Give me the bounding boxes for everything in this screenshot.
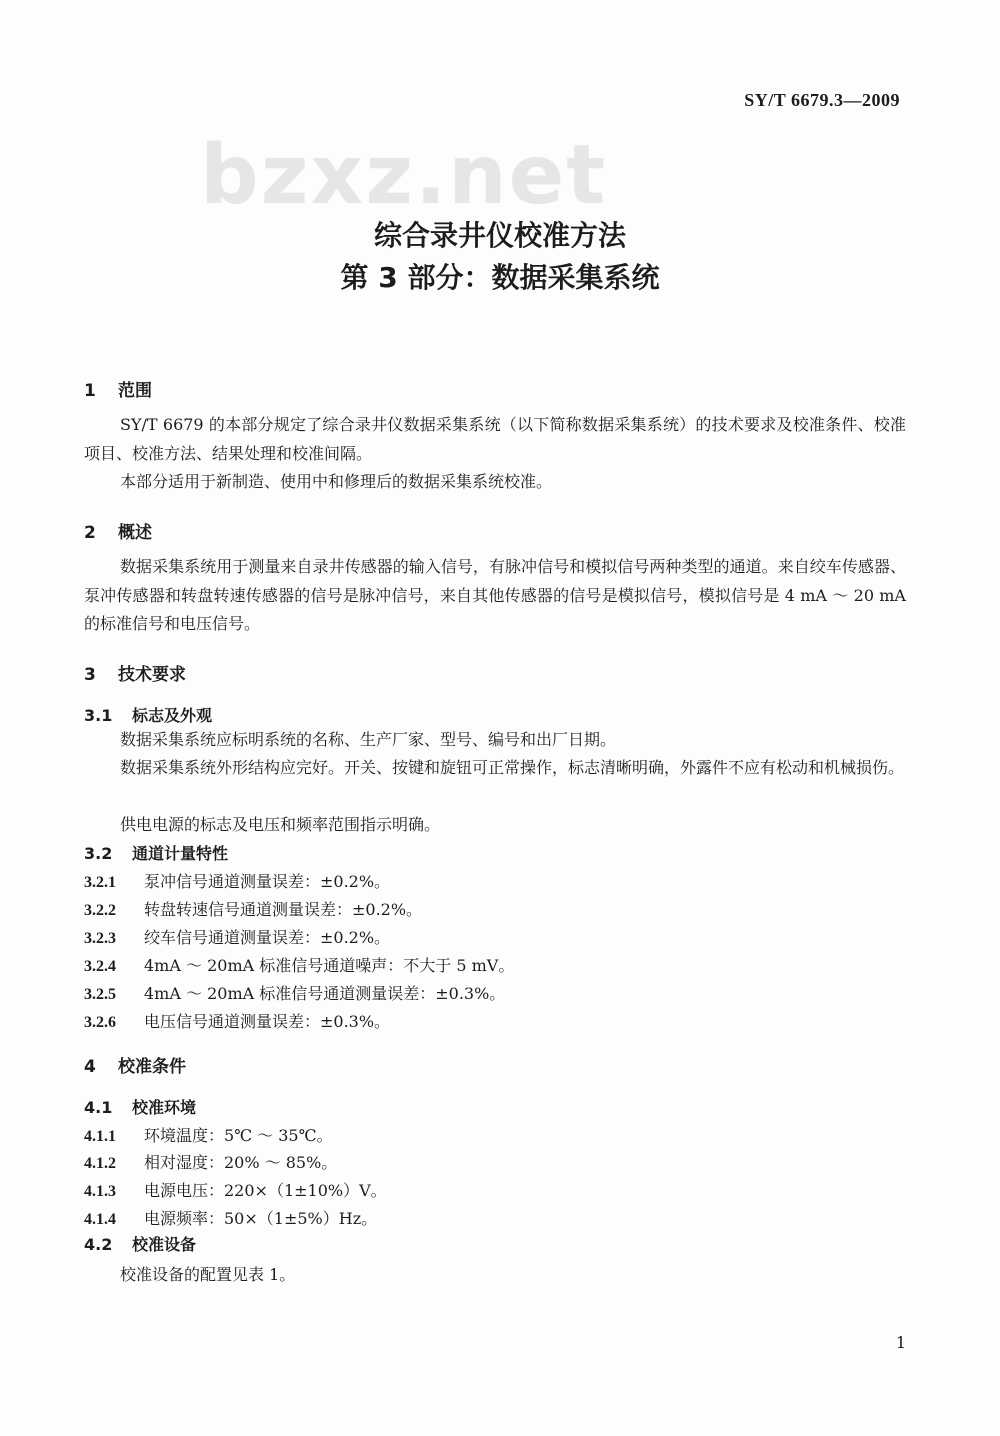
clause-item bbox=[84, 897, 422, 920]
clause-text: 绞车信号通道测量误差：±0.2%。 bbox=[144, 928, 391, 947]
section-number: 4 bbox=[84, 1057, 96, 1077]
subsection-heading-4-1 bbox=[84, 1095, 196, 1118]
section-heading-2 bbox=[84, 518, 152, 543]
clause-number: 3.2.5 bbox=[84, 986, 116, 1003]
clause-number: 3.2.3 bbox=[84, 930, 116, 947]
clause-number: 4.1.2 bbox=[84, 1155, 116, 1172]
subsection-number: 3.1 bbox=[84, 706, 113, 725]
clause-text: 电压信号通道测量误差：±0.3%。 bbox=[144, 1012, 391, 1031]
subsection-heading-4-2 bbox=[84, 1232, 196, 1255]
subsection-title: 校准环境 bbox=[132, 1098, 197, 1117]
clause-text: 4mA ～ 20mA 标准信号通道噪声：不大于 5 mV。 bbox=[144, 956, 515, 975]
clause-item bbox=[84, 981, 505, 1004]
paragraph: 校准设备的配置见表 1。 bbox=[120, 1265, 296, 1284]
clause-item bbox=[84, 925, 390, 948]
clause-number: 4.1.4 bbox=[84, 1211, 116, 1228]
section-number: 3 bbox=[84, 665, 96, 685]
clause-item bbox=[84, 953, 514, 976]
paragraph: 数据采集系统用于测量来自录井传感器的输入信号，有脉冲信号和模拟信号两种类型的通道。来自绞车传感器、泵冲传感器和转盘转速传感器的信号是脉冲信号，来自其他传感器的信号是模拟信号，模拟信号是 4 mA ～ 20 mA 的标准信号和电压信号。 bbox=[84, 557, 906, 633]
clause-number: 3.2.2 bbox=[84, 902, 116, 919]
subsection-title: 校准设备 bbox=[132, 1235, 197, 1254]
watermark: bzxz.net bbox=[200, 128, 608, 223]
clause-text: 4mA ～ 20mA 标准信号通道测量误差：±0.3%。 bbox=[144, 984, 506, 1003]
clause-text: 环境温度：5℃ ～ 35℃。 bbox=[144, 1126, 333, 1145]
section-number: 1 bbox=[84, 381, 96, 401]
clause-number: 4.1.3 bbox=[84, 1183, 116, 1200]
section-number: 2 bbox=[84, 523, 96, 543]
section-heading-3 bbox=[84, 660, 186, 685]
subsection-number: 3.2 bbox=[84, 844, 113, 863]
section-heading-4 bbox=[84, 1052, 186, 1077]
paragraph: 数据采集系统外形结构应完好。开关、按键和旋钮可正常操作，标志清晰明确，外露件不应有松动和机械损伤。 bbox=[120, 758, 905, 777]
clause-text: 电源电压：220×（1±10%）V。 bbox=[144, 1181, 387, 1200]
section-title: 校准条件 bbox=[118, 1057, 186, 1077]
clause-item bbox=[84, 1123, 333, 1146]
paragraph: SY/T 6679 的本部分规定了综合录井仪数据采集系统（以下简称数据采集系统）的技术要求及校准条件、校准项目、校准方法、结果处理和校准间隔。 bbox=[84, 415, 906, 463]
subsection-number: 4.1 bbox=[84, 1098, 113, 1117]
clause-number: 3.2.6 bbox=[84, 1014, 116, 1031]
clause-item bbox=[84, 1009, 390, 1032]
paragraph: 本部分适用于新制造、使用中和修理后的数据采集系统校准。 bbox=[120, 472, 553, 491]
clause-text: 转盘转速信号通道测量误差：±0.2%。 bbox=[144, 900, 423, 919]
clause-number: 3.2.1 bbox=[84, 874, 116, 891]
page-number: 1 bbox=[895, 1333, 906, 1352]
document-title: 综合录井仪校准方法 bbox=[373, 219, 626, 252]
section-title: 技术要求 bbox=[118, 665, 186, 685]
section-title: 概述 bbox=[118, 523, 152, 543]
section-heading-1 bbox=[84, 376, 152, 401]
paragraph: 供电电源的标志及电压和频率范围指示明确。 bbox=[120, 815, 441, 834]
clause-item bbox=[84, 1206, 377, 1229]
clause-text: 相对湿度：20% ～ 85%。 bbox=[144, 1153, 338, 1172]
clause-item bbox=[84, 1178, 387, 1201]
subsection-number: 4.2 bbox=[84, 1235, 113, 1254]
clause-text: 泵冲信号通道测量误差：±0.2%。 bbox=[144, 872, 391, 891]
clause-item bbox=[84, 869, 390, 892]
paragraph: 数据采集系统应标明系统的名称、生产厂家、型号、编号和出厂日期。 bbox=[120, 730, 617, 749]
clause-item bbox=[84, 1150, 337, 1173]
standard-number: SY/T 6679.3—2009 bbox=[744, 90, 900, 110]
subsection-title: 标志及外观 bbox=[132, 706, 213, 725]
clause-number: 3.2.4 bbox=[84, 958, 116, 975]
clause-text: 电源频率：50×（1±5%）Hz。 bbox=[144, 1209, 378, 1228]
subsection-heading-3-2 bbox=[84, 841, 228, 864]
document-subtitle: 第 3 部分：数据采集系统 bbox=[340, 261, 660, 294]
section-title: 范围 bbox=[118, 381, 152, 401]
clause-number: 4.1.1 bbox=[84, 1128, 116, 1145]
subsection-title: 通道计量特性 bbox=[132, 844, 229, 863]
subsection-heading-3-1 bbox=[84, 703, 212, 726]
